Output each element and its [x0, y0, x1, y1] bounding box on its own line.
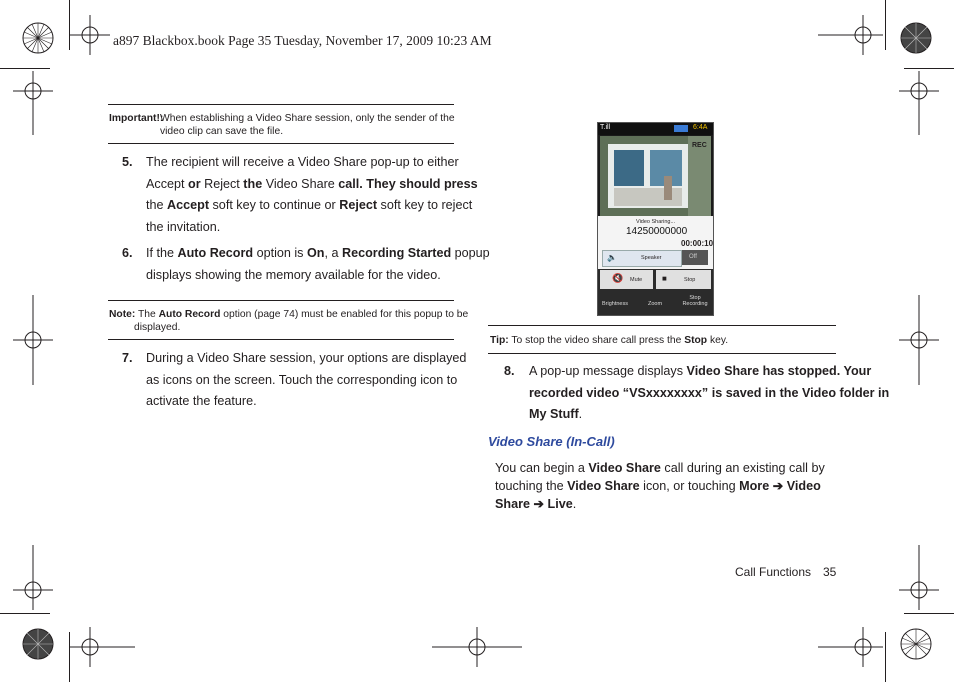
section-title: Video Share (In-Call) [488, 434, 615, 449]
text-run: Share ➔ Live [495, 497, 573, 511]
step-number: 7. [122, 351, 133, 365]
step-line [146, 370, 466, 392]
page-number: 35 [823, 565, 837, 579]
text-run: Accept [146, 176, 185, 191]
text-run: soft key to continue or [209, 198, 340, 212]
text-run: the [239, 176, 266, 191]
step-line [146, 217, 478, 239]
step-line [146, 243, 490, 265]
note-box: Note: The Auto Record option (page 74) must be enabled for this popup to be displayed. [108, 300, 454, 340]
clock-text: 6:4A [693, 124, 708, 131]
paragraph-line [495, 459, 840, 477]
step-line [146, 152, 478, 174]
text-run: Accept [167, 198, 210, 212]
phone-screenshot [597, 122, 714, 316]
step-line [146, 391, 466, 413]
step-line [146, 195, 478, 217]
step-line [146, 174, 478, 196]
paragraph-line [495, 495, 840, 513]
text-run: . [578, 407, 583, 421]
text-run: You can begin a [495, 461, 589, 475]
sharing-label: Video Sharing... [636, 219, 676, 225]
text-run: The recipient will receive a Video Share pop-up to either [146, 155, 459, 169]
note-text-line2: displayed. [134, 322, 181, 333]
important-text-line1: When establishing a Video Share session, only the sender of the [160, 113, 455, 124]
text-run: Video Share [567, 479, 640, 493]
text-run: call. They should press [334, 176, 478, 191]
text-run: displays showing the memory available for the video. [146, 267, 441, 282]
text-run: More ➔ Video [739, 479, 821, 493]
intro-paragraph [495, 459, 840, 513]
status-bar [598, 123, 713, 135]
text-run: Video Share has stopped. Your [686, 364, 872, 378]
phone-number: 14250000000 [626, 226, 688, 237]
text-run: option is [253, 246, 307, 260]
mute-icon: 🔇 [612, 273, 624, 283]
call-timer: 00:00:10 [681, 239, 714, 248]
step-number: 5. [122, 155, 133, 169]
footer-section: Call Functions [735, 565, 812, 579]
text-run: On [306, 246, 325, 260]
call-buttons [598, 269, 713, 315]
off-label: Off [689, 254, 697, 260]
step-number: 8. [504, 364, 515, 378]
step-text [146, 348, 466, 413]
text-run: recorded video “VSxxxxxxxx” is saved in the Video folder in [529, 385, 890, 400]
text-run: Recording Started [342, 246, 452, 260]
text-run: Reject [339, 198, 378, 212]
text-run: Auto Record [177, 246, 254, 260]
text-run: as icons on the screen. Touch the corresponding icon to [146, 372, 458, 387]
stop-label: Stop [684, 277, 696, 283]
important-text-line2: video clip can save the file. [160, 126, 284, 137]
important-box [108, 104, 454, 144]
text-run: If the [146, 246, 178, 260]
note-label: Note: [109, 309, 136, 320]
text-run: Video Share [265, 176, 335, 191]
text-run: , a [324, 246, 342, 260]
text-run: Reject [204, 176, 240, 191]
mute-button[interactable] [600, 270, 653, 289]
speaker-button[interactable] [602, 250, 682, 267]
step-line [529, 383, 889, 405]
text-run: the [146, 198, 168, 212]
important-label: Important!: [109, 113, 164, 124]
stop-icon: ■ [662, 274, 667, 283]
speaker-icon: 🔈 [607, 253, 617, 262]
tip-label: Tip: [490, 335, 509, 346]
mute-label: Mute [630, 277, 643, 283]
rec-indicator: REC [692, 142, 707, 149]
paragraph-line [495, 477, 840, 495]
speaker-label: Speaker [641, 255, 662, 261]
text-run: My Stuff [529, 407, 579, 421]
call-info [598, 216, 713, 269]
text-run: . [572, 497, 577, 511]
speaker-toggle[interactable] [682, 250, 708, 265]
signal-icon: T.ill [600, 124, 611, 131]
step-line [146, 348, 466, 370]
text-run: soft key to reject [377, 198, 473, 212]
battery-icon [674, 125, 688, 132]
text-run: the invitation. [146, 219, 221, 234]
video-preview [600, 136, 711, 216]
tip-box: Tip: To stop the video share call press the Stop key. [488, 325, 836, 354]
zoom-button[interactable]: Zoom [648, 301, 663, 307]
step-number: 6. [122, 246, 133, 260]
print-header: a897 Blackbox.book Page 35 Tuesday, November 17, 2009 10:23 AM [113, 33, 492, 48]
step-text [529, 361, 889, 426]
text-run: popup [451, 246, 490, 260]
step-line [529, 361, 889, 383]
text-run: Video Share [588, 461, 661, 475]
text-run: or [184, 176, 205, 191]
step-text [146, 243, 490, 286]
brightness-button[interactable]: Brightness [602, 301, 628, 307]
text-run: A pop-up message displays [529, 364, 687, 378]
step-line [146, 265, 490, 287]
text-run: During a Video Share session, your options are displayed [146, 351, 467, 365]
step-line [529, 404, 889, 426]
text-run: icon, or touching [639, 479, 740, 493]
stop-recording-button[interactable]: Stop Recording [682, 295, 708, 307]
text-run: call during an existing call by [660, 461, 825, 475]
text-run: touching the [495, 479, 568, 493]
step-text [146, 152, 478, 238]
stop-button[interactable] [656, 270, 711, 289]
text-run: activate the feature. [146, 394, 257, 408]
